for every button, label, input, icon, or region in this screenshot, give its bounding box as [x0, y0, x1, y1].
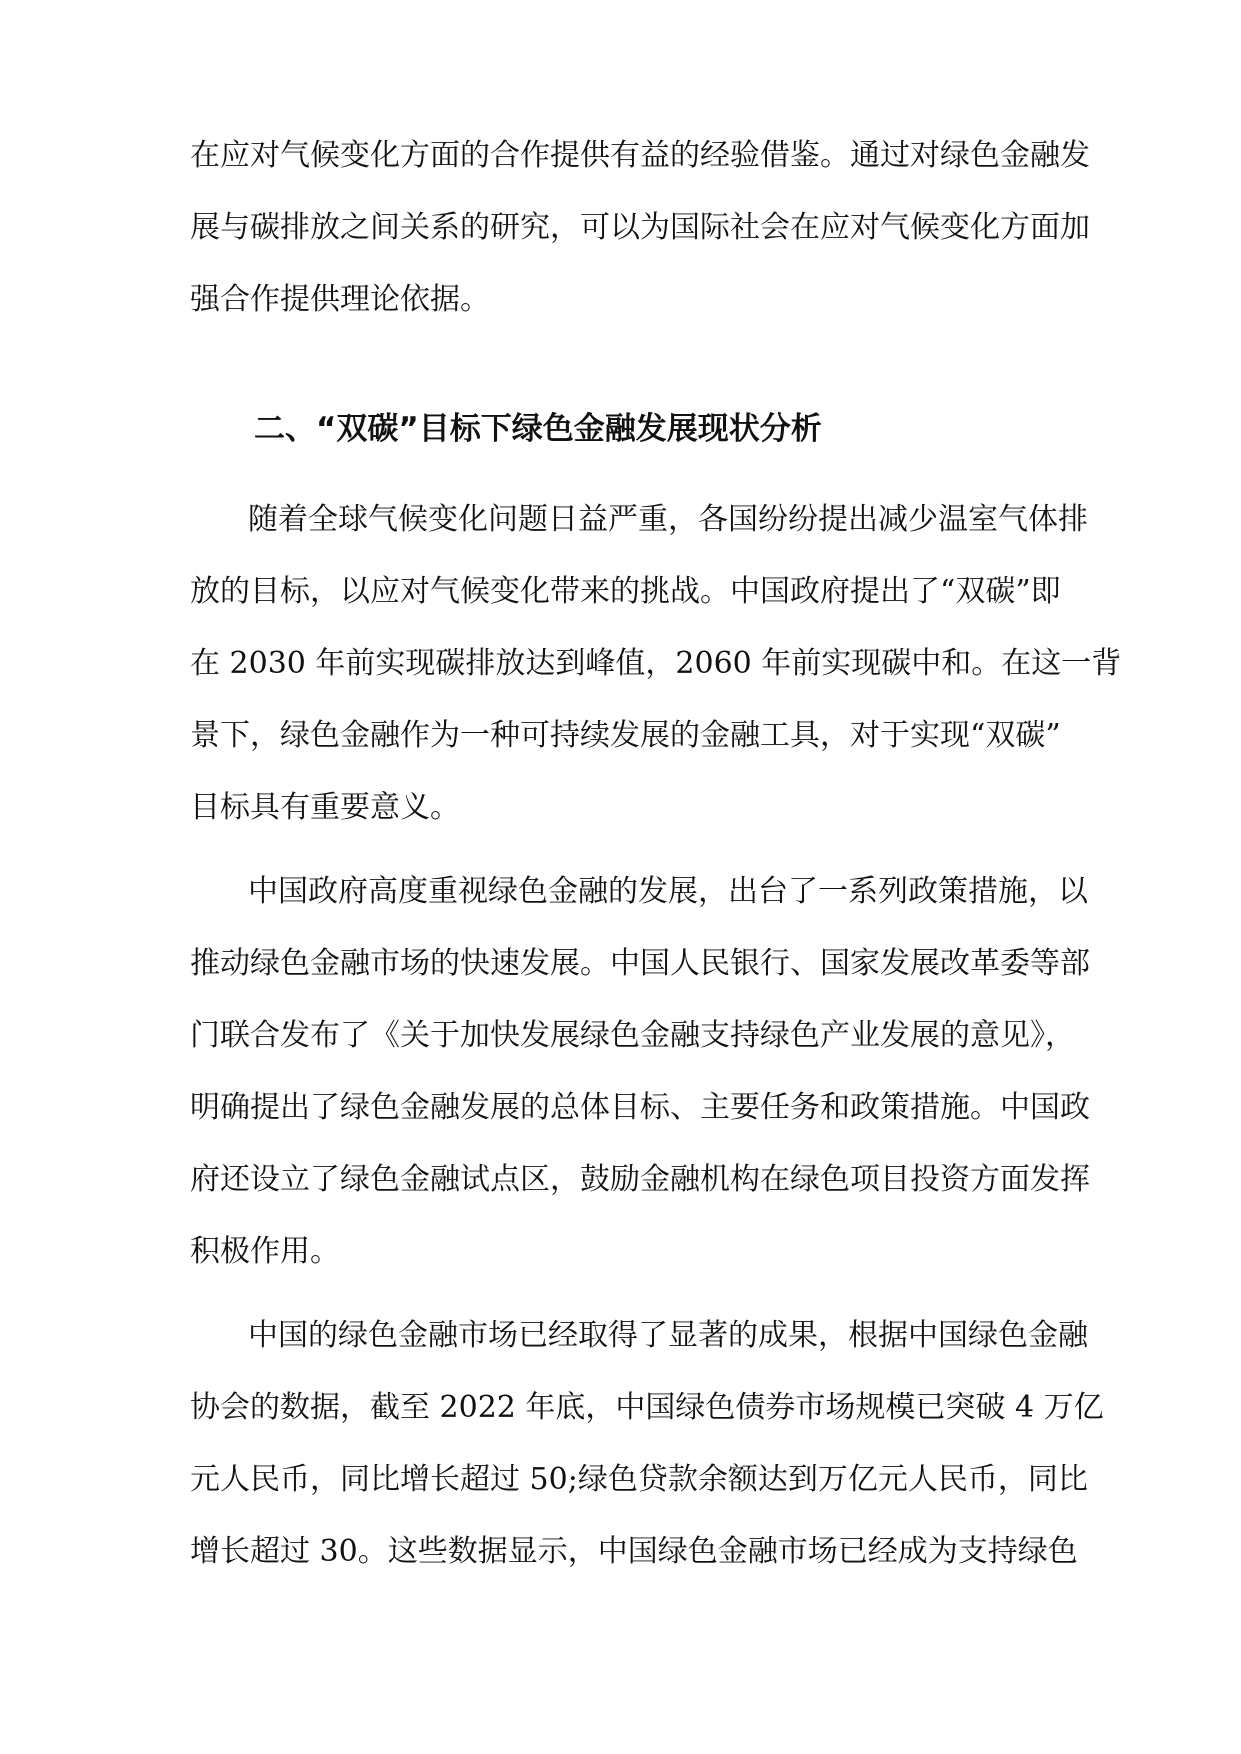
- paragraph-line: 门联合发布了《关于加快发展绿色金融支持绿色产业发展的意见》，: [190, 1018, 1075, 1053]
- paragraph-line: 在 2030 年前实现碳排放达到峰值，2060 年前实现碳中和。在这一背: [190, 646, 1122, 681]
- paragraph-line: 元人民币，同比增长超过 50;绿色贷款余额达到万亿元人民币，同比: [190, 1462, 1088, 1497]
- paragraph-2: [190, 856, 1090, 1288]
- paragraph-line: 协会的数据，截至 2022 年底，中国绿色债券市场规模已突破 4 万亿: [190, 1390, 1104, 1425]
- paragraph-line: 放的目标，以应对气候变化带来的挑战。中国政府提出了“双碳”即: [190, 574, 1061, 609]
- paragraph-line: 在应对气候变化方面的合作提供有益的经验借鉴。通过对绿色金融发: [190, 138, 1090, 173]
- paragraph-line: 府还设立了绿色金融试点区，鼓励金融机构在绿色项目投资方面发挥: [190, 1162, 1090, 1197]
- paragraph-1: [190, 484, 1122, 844]
- paragraph-line: 强合作提供理论依据。: [190, 282, 490, 317]
- paragraph-line: 目标具有重要意义。: [190, 790, 460, 825]
- continuation-paragraph: [190, 120, 1090, 336]
- paragraph-line: 景下，绿色金融作为一种可持续发展的金融工具，对于实现“双碳”: [190, 718, 1061, 753]
- paragraph-line: 中国的绿色金融市场已经取得了显著的成果，根据中国绿色金融: [248, 1318, 1088, 1353]
- paragraph-3: [190, 1300, 1104, 1588]
- paragraph-line: 增长超过 30。这些数据显示，中国绿色金融市场已经成为支持绿色: [190, 1534, 1078, 1569]
- paragraph-line: 推动绿色金融市场的快速发展。中国人民银行、国家发展改革委等部: [190, 946, 1090, 981]
- paragraph-line: 展与碳排放之间关系的研究，可以为国际社会在应对气候变化方面加: [190, 210, 1090, 245]
- paragraph-line: 随着全球气候变化问题日益严重，各国纷纷提出减少温室气体排: [248, 502, 1088, 537]
- paragraph-line: 明确提出了绿色金融发展的总体目标、主要任务和政策措施。中国政: [190, 1090, 1090, 1125]
- section-heading: 二、“双碳”目标下绿色金融发展现状分析: [254, 411, 822, 447]
- paragraph-line: 中国政府高度重视绿色金融的发展，出台了一系列政策措施，以: [248, 874, 1088, 909]
- paragraph-line: 积极作用。: [190, 1234, 340, 1269]
